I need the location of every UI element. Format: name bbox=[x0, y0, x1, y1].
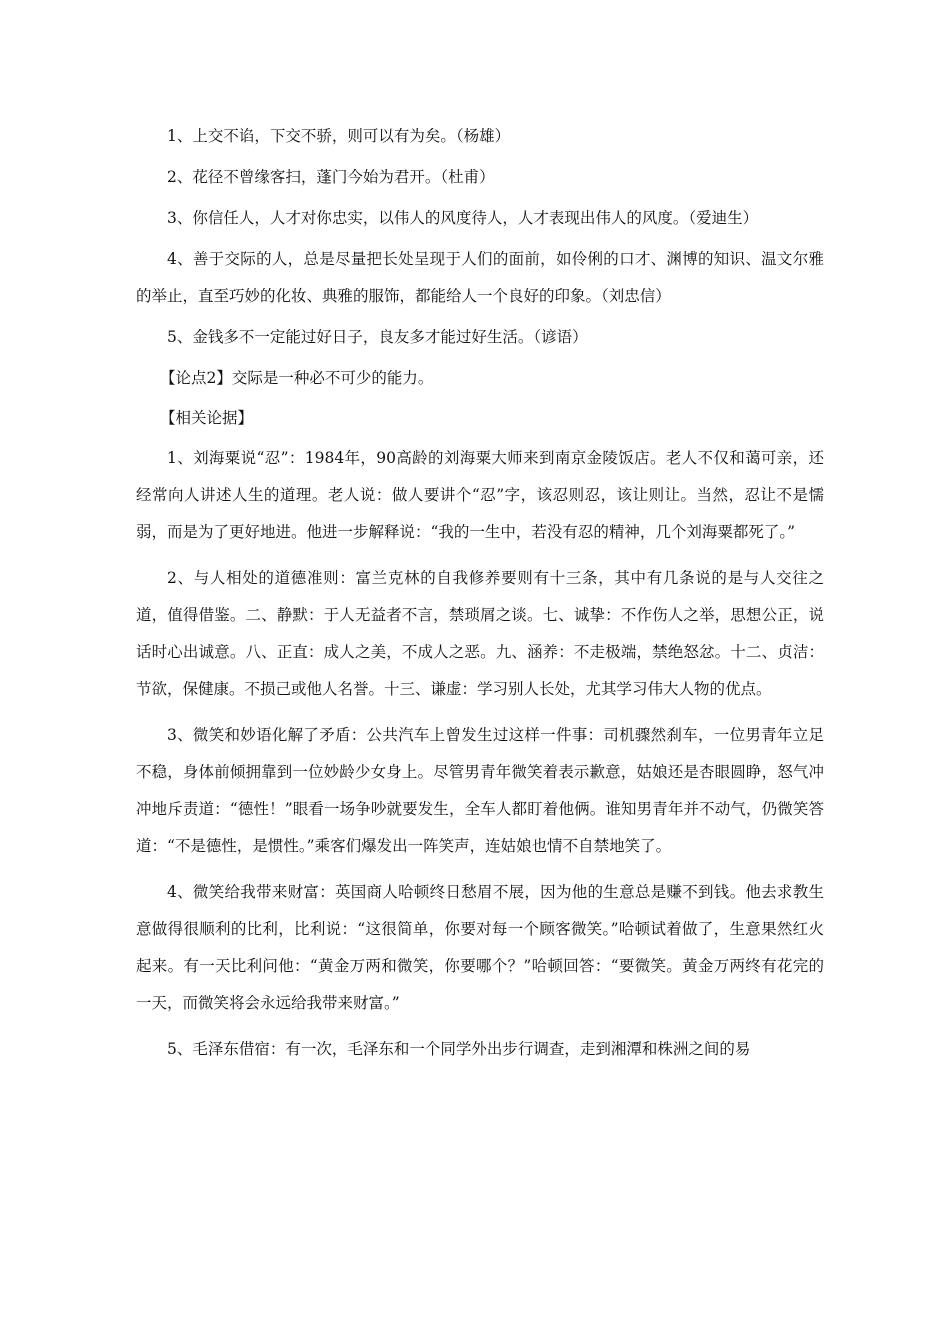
argument-heading: 【论点2】交际是一种必不可少的能力。 bbox=[160, 369, 434, 387]
quote-paragraph-4: 4、善于交际的人，总是尽量把长处呈现于人们的面前，如伶俐的口才、渊博的知识、温文尔雅的举止，直至巧妙的化妆、典雅的服饰，都能给人一个良好的印象。（刘忠信） bbox=[136, 250, 824, 305]
quote-paragraph-5: 5、金钱多不一定能过好日子，良友多才能过好生活。（谚语） bbox=[167, 328, 588, 346]
evidence-heading: 【相关论据】 bbox=[160, 409, 254, 427]
document-body bbox=[136, 118, 824, 1077]
evidence-paragraph-2: 2、与人相处的道德准则：富兰克林的自我修养要则有十三条，其中有几条说的是与人交往之道，值得借鉴。二、静默：于人无益者不言，禁琐屑之谈。七、诚挚：不作伤人之举，思想公正，说话时心出诚意。八、正直：成人之美，不成人之恶。九、涵养：不走极端，禁绝怒忿。十二、贞洁：节欲，保健康。不损己或他人名誉。十三、谦虚：学习别人长处，尤其学习伟大人物的优点。 bbox=[136, 569, 824, 698]
quote-paragraph-2: 2、花径不曾缘客扫，蓬门今始为君开。（杜甫） bbox=[167, 168, 495, 186]
evidence-paragraph-1: 1、刘海粟说“忍”：1984年，90高龄的刘海粟大师来到南京金陵饭店。老人不仅和蔼可亲，还经常向人讲述人生的道理。老人说：做人要讲个“忍”字，该忍则忍，该让则让。当然，忍让不是懦弱，而是为了更好地进。他进一步解释说：“我的一生中，若没有忍的精神，几个刘海粟都死了。” bbox=[136, 449, 824, 541]
evidence-paragraph-5: 5、毛泽东借宿：有一次，毛泽东和一个同学外出步行调查，走到湘潭和株洲之间的易 bbox=[167, 1040, 751, 1058]
evidence-paragraph-4: 4、微笑给我带来财富：英国商人哈顿终日愁眉不展，因为他的生意总是赚不到钱。他去求教生意做得很顺利的比利，比利说：“这很简单，你要对每一个顾客微笑。”哈顿试着做了，生意果然红火起来。有一天比利问他：“黄金万两和微笑，你要哪个？”哈顿回答：“要微笑。黄金万两终有花完的一天，而微笑将会永远给我带来财富。” bbox=[136, 883, 824, 1012]
quote-paragraph-1: 1、上交不谄，下交不骄，则可以有为矣。（杨雄） bbox=[167, 127, 511, 145]
quote-paragraph-3: 3、你信任人，人才对你忠实，以伟人的风度待人，人才表现出伟人的风度。（爱迪生） bbox=[167, 209, 759, 227]
evidence-paragraph-3: 3、微笑和妙语化解了矛盾：公共汽车上曾发生过这样一件事：司机骤然刹车，一位男青年立足不稳，身体前倾拥靠到一位妙龄少女身上。尽管男青年微笑着表示歉意，姑娘还是杏眼圆睁，怒气冲冲地斥责道：“德性！”眼看一场争吵就要发生，全车人都盯着他俩。谁知男青年并不动气，仍微笑答道：“不是德性，是惯性。”乘客们爆发出一阵笑声，连姑娘也情不自禁地笑了。 bbox=[136, 726, 824, 855]
